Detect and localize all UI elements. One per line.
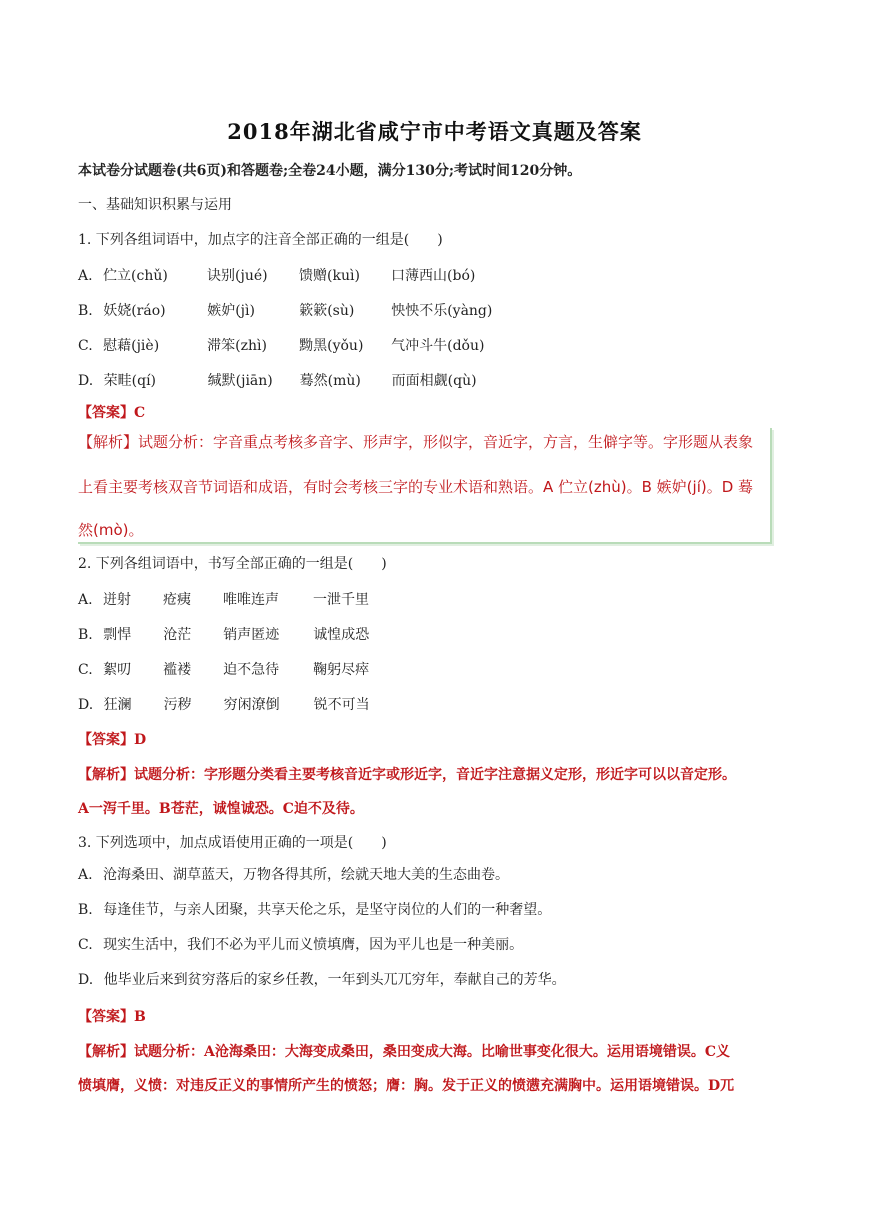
option-word: 怏怏不乐(yàng) <box>391 303 493 319</box>
option-word: 滞笨(zhì) <box>207 338 267 354</box>
q2-stem: 2. 下列各组词语中，书写全部正确的一组是( ) <box>78 556 387 572</box>
option-word: 慰藉(jiè) <box>103 338 160 354</box>
option-label: C. <box>78 338 93 354</box>
q1-option-c <box>78 337 504 355</box>
option-label: A. <box>78 268 93 284</box>
option-label: C. <box>78 662 93 678</box>
option-label: C. <box>78 937 93 953</box>
q1-analysis-line-3: 然(mò)。 <box>78 521 144 539</box>
option-word: 迸射 <box>103 592 132 608</box>
q2-option-b <box>78 626 389 644</box>
q2-option-c <box>78 661 389 679</box>
option-word: 蓦然(mù) <box>299 373 361 389</box>
option-word: 伫立(chǔ) <box>103 268 168 284</box>
option-label: D. <box>78 972 94 988</box>
option-word: 妖娆(ráo) <box>103 303 166 319</box>
q3-option-d <box>78 971 566 989</box>
q2-answer: 【答案】D <box>78 732 147 748</box>
q3-option-a <box>78 866 509 884</box>
option-word: 嫉妒(jì) <box>207 303 255 319</box>
option-word: 唯唯连声 <box>223 592 280 608</box>
option-word: 絮叨 <box>103 662 132 678</box>
option-label: A. <box>78 592 93 608</box>
option-word: 缄默(jiān) <box>207 373 273 389</box>
q2-analysis-line-1: 【解析】试题分析：字形题分类看主要考核音近字或形近字，音近字注意据义定形，形近字可以以音定形。 <box>78 767 736 783</box>
option-word: 锐不可当 <box>313 697 370 713</box>
option-label: A. <box>78 867 93 883</box>
option-word: 污秽 <box>163 697 192 713</box>
q1-option-d <box>78 372 497 390</box>
option-word: 褴褛 <box>163 662 192 678</box>
option-word: 馈赠(kuì) <box>299 268 360 284</box>
option-word: 口薄西山(bó) <box>391 268 476 284</box>
option-label: B. <box>78 627 93 643</box>
option-word: 沧茫 <box>163 627 192 643</box>
q3-analysis-line-1: 【解析】试题分析：A沧海桑田：大海变成桑田，桑田变成大海。比喻世事变化很大。运用语境错误。C义 <box>78 1044 731 1060</box>
q1-analysis-line-1: 【解析】试题分析：字音重点考核多音字、形声字，形似字，音近字，方言，生僻字等。字形题从表象 <box>78 433 754 451</box>
option-word: 穷闲潦倒 <box>223 697 280 713</box>
option-word: 迫不急待 <box>223 662 280 678</box>
section-heading: 一、基础知识积累与运用 <box>78 197 232 213</box>
q3-analysis-line-2: 愤填膺，义愤：对违反正义的事情所产生的愤怒；膺：胸。发于正义的愤懑充满胸中。运用语境错误。D兀 <box>78 1078 735 1094</box>
q1-option-b <box>78 302 512 320</box>
q1-stem: 1. 下列各组词语中，加点字的注音全部正确的一组是( ) <box>78 232 443 248</box>
option-word: 气冲斗牛(dǒu) <box>391 338 485 354</box>
option-label: D. <box>78 697 94 713</box>
option-word: 荣畦(qí) <box>103 373 157 389</box>
q1-analysis-line-2: 上看主要考核双音节词语和成语，有时会考核三字的专业术语和熟语。A 伫立(zhù)。B 嫉妒(jí)。D 蓦 <box>78 478 754 496</box>
option-text: 每逢佳节，与亲人团聚，共享天伦之乐，是坚守岗位的人们的一种奢望。 <box>103 902 552 918</box>
option-word: 销声匿迹 <box>223 627 280 643</box>
option-word: 诀别(jué) <box>207 268 268 284</box>
q3-option-b <box>78 901 551 919</box>
option-text: 沧海桑田、湖草蓝天，万物各得其所，绘就天地大美的生态曲卷。 <box>103 867 510 883</box>
q3-stem: 3. 下列选项中，加点成语使用正确的一项是( ) <box>78 835 387 851</box>
option-word: 而面相觑(qù) <box>391 373 477 389</box>
q1-option-a <box>78 267 495 285</box>
option-word: 诚惶成恐 <box>313 627 370 643</box>
option-label: B. <box>78 902 93 918</box>
option-label: D. <box>78 373 94 389</box>
option-text: 他毕业后来到贫穷落后的家乡任教，一年到头兀兀穷年，奉献自己的芳华。 <box>103 972 566 988</box>
exam-intro: 本试卷分试题卷(共6页)和答题卷;全卷24小题，满分130分;考试时间120分钟。 <box>78 163 582 179</box>
q2-option-a <box>78 591 389 609</box>
q3-answer: 【答案】B <box>78 1009 146 1025</box>
option-word: 鞠躬尽瘁 <box>313 662 370 678</box>
option-word: 一泄千里 <box>313 592 370 608</box>
q3-option-c <box>78 936 523 954</box>
q2-option-d <box>78 696 390 714</box>
option-word: 黝黑(yǒu) <box>299 338 364 354</box>
q2-analysis-line-2: A一泻千里。B苍茫，诚惶诚恐。C迫不及待。 <box>78 801 364 817</box>
q1-answer: 【答案】C <box>78 405 146 421</box>
option-word: 簌簌(sù) <box>299 303 355 319</box>
document-title: 2018年湖北省咸宁市中考语文真题及答案 <box>227 119 642 144</box>
option-word: 狂澜 <box>103 697 132 713</box>
option-word: 剽悍 <box>103 627 132 643</box>
option-word: 疮痍 <box>163 592 192 608</box>
option-text: 现实生活中，我们不必为平儿而义愤填膺，因为平儿也是一种美丽。 <box>103 937 524 953</box>
option-label: B. <box>78 303 93 319</box>
